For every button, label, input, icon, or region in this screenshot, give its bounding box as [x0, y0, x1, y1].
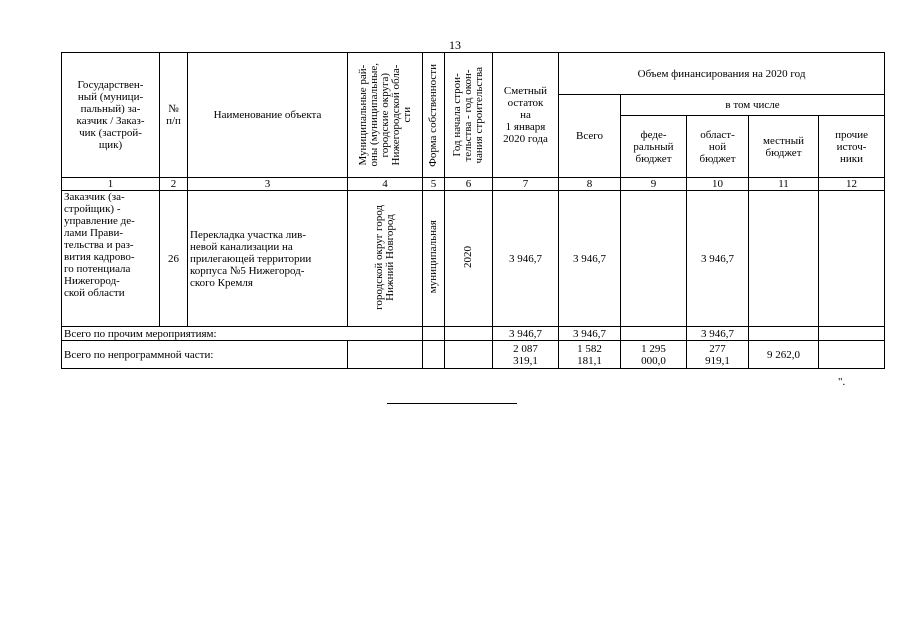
- grand-total-estimate: 2 087 319,1: [493, 341, 559, 369]
- header-regional: област- ной бюджет: [687, 116, 749, 178]
- subtotal-total: 3 946,7: [559, 327, 621, 341]
- row-federal: [621, 191, 687, 327]
- column-number: 12: [819, 178, 885, 191]
- header-district: Муниципальные рай- оны (муниципальные, городские округа) Нижегородской обла- сти: [356, 63, 413, 167]
- page-number: 13: [449, 38, 461, 52]
- row-estimate: 3 946,7: [493, 191, 559, 327]
- header-funding-title: Объем финансирования на 2020 год: [559, 53, 885, 95]
- column-number: 11: [749, 178, 819, 191]
- column-number: 4: [348, 178, 423, 191]
- empty-cell: [445, 341, 493, 369]
- row-total: 3 946,7: [559, 191, 621, 327]
- grand-total-label: Всего по непрограммной части:: [62, 341, 348, 369]
- subtotal-estimate: 3 946,7: [493, 327, 559, 341]
- header-including: в том числе: [621, 95, 885, 116]
- header-local: местный бюджет: [749, 116, 819, 178]
- grand-total-local: 9 262,0: [749, 341, 819, 369]
- column-number: 2: [160, 178, 188, 191]
- subtotal-local: [749, 327, 819, 341]
- column-number: 7: [493, 178, 559, 191]
- row-other: [819, 191, 885, 327]
- subtotal-row: [62, 327, 885, 341]
- empty-cell: [445, 327, 493, 341]
- empty-cell: [423, 341, 445, 369]
- row-district: городской округ город Нижний Новгород: [373, 204, 396, 310]
- column-number: 5: [423, 178, 445, 191]
- subtotal-regional: 3 946,7: [687, 327, 749, 341]
- column-number: 8: [559, 178, 621, 191]
- header-ownership: Форма собственности: [427, 63, 439, 167]
- row-regional: 3 946,7: [687, 191, 749, 327]
- empty-cell: [423, 327, 445, 341]
- row-local: [749, 191, 819, 327]
- header-district-cell: [348, 53, 423, 178]
- row-years: 2020: [462, 246, 474, 268]
- row-years-cell: [445, 191, 493, 327]
- header-years-cell: [445, 53, 493, 178]
- empty-cell: [348, 341, 423, 369]
- footer-separator-line: [387, 403, 517, 404]
- closing-quote: ".: [838, 376, 846, 388]
- column-number: 10: [687, 178, 749, 191]
- header-ownership-cell: [423, 53, 445, 178]
- header-customer: Государствен- ный (муници- пальный) за- казчик / Заказ- чик (застрой- щик): [62, 53, 160, 178]
- header-federal: феде- ральный бюджет: [621, 116, 687, 178]
- subtotal-label: Всего по прочим мероприятиям:: [62, 327, 423, 341]
- grand-total-total: 1 582 181,1: [559, 341, 621, 369]
- subtotal-other: [819, 327, 885, 341]
- financing-table: [61, 52, 885, 369]
- grand-total-federal: 1 295 000,0: [621, 341, 687, 369]
- header-total: Всего: [559, 95, 621, 178]
- row-ownership: муниципальная: [427, 220, 439, 294]
- row-num: 26: [160, 191, 188, 327]
- header-num: № п/п: [160, 53, 188, 178]
- column-number: 1: [62, 178, 160, 191]
- row-customer: Заказчик (за- стройщик) - управление де- лами Прави- тельства и раз- вития кадрово- го потенциала Нижегород- ской области: [62, 191, 160, 327]
- header-object-name: Наименование объекта: [188, 53, 348, 178]
- column-number: 3: [188, 178, 348, 191]
- header-years: Год начала строи- тельства - год окон- чания строительства: [451, 66, 485, 164]
- column-number: 6: [445, 178, 493, 191]
- row-district-cell: [348, 191, 423, 327]
- grand-total-regional: 277 919,1: [687, 341, 749, 369]
- table-row: [62, 191, 885, 327]
- column-number: 9: [621, 178, 687, 191]
- row-object-name: Перекладка участка лив- невой канализации на прилегающей территории корпуса №5 Нижегород- ского Кремля: [188, 191, 348, 327]
- row-ownership-cell: [423, 191, 445, 327]
- grand-total-other: [819, 341, 885, 369]
- grand-total-row: [62, 341, 885, 369]
- subtotal-federal: [621, 327, 687, 341]
- header-estimate: Сметный остаток на 1 января 2020 года: [493, 53, 559, 178]
- header-other: прочие источ- ники: [819, 116, 885, 178]
